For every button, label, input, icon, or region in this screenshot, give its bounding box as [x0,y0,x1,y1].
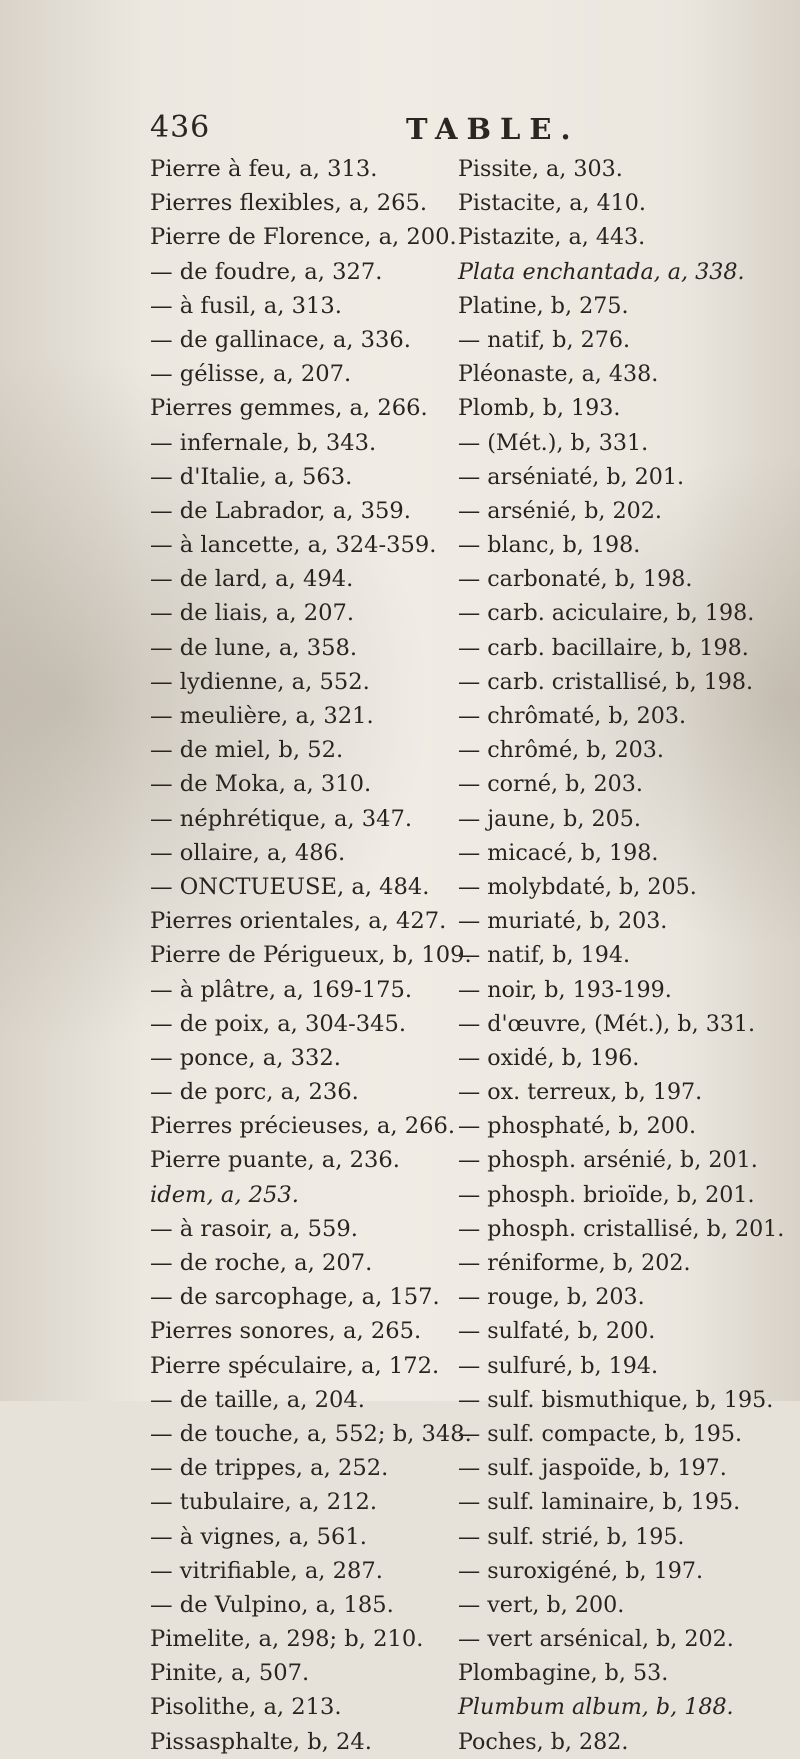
index-entry: Pierres sonores, a, 265. [150,1318,422,1345]
index-entry: — arsénié, b, 202. [458,497,662,524]
index-entry: — de Vulpino, a, 185. [150,1591,394,1618]
index-entry: — meulière, a, 321. [150,703,374,729]
page-number: 436 [150,110,211,145]
index-entry: Pissasphalte, b, 24. [150,1728,372,1755]
index-entry: — phosph. arsénié, b, 201. [458,1147,758,1174]
index-entry: Pierres précieuses, a, 266. [150,1113,456,1140]
index-entry: — muriaté, b, 203. [458,908,668,935]
index-entry: — d'œuvre, (Mét.), b, 331. [458,1010,756,1037]
index-entry: — vert arsénical, b, 202. [458,1626,734,1653]
index-entry: Pisolithe, a, 213. [150,1694,342,1721]
index-entry: Pierres flexibles, a, 265. [150,190,428,217]
index-entry: — sulfuré, b, 194. [458,1352,659,1379]
index-entry: — de poix, a, 304-345. [150,1010,407,1037]
index-entry: — de trippes, a, 252. [150,1455,389,1482]
index-entry: — arséniaté, b, 201. [458,463,685,490]
index-entry: Plumbum album, b, 188. [458,1694,734,1721]
index-entry: Pierre à feu, a, 313. [150,156,378,182]
index-entry: Plata enchantada, a, 338. [458,258,745,285]
index-entry: — de Moka, a, 310. [150,771,372,798]
index-entry: Pléonaste, a, 438. [458,361,659,388]
index-entry: — de porc, a, 236. [150,1079,359,1106]
index-entry: — ox. terreux, b, 197. [458,1079,703,1106]
index-entry: Platine, b, 275. [458,292,629,319]
index-entry: — de lune, a, 358. [150,634,357,661]
index-entry: — sulfaté, b, 200. [458,1318,656,1345]
index-entry: — carb. bacillaire, b, 198. [458,634,749,661]
index-entry: — de Labrador, a, 359. [150,497,411,524]
index-entry: — carb. cristallisé, b, 198. [458,668,754,695]
index-entry: — de foudre, a, 327. [150,258,383,285]
index-entry: — natif, b, 276. [458,326,631,353]
index-entry: — à plâtre, a, 169-175. [150,976,413,1003]
index-entry: — à fusil, a, 313. [150,292,342,319]
index-entry: — vitrifiable, a, 287. [150,1557,383,1584]
index-entry: — de gallinace, a, 336. [150,326,411,353]
index-entry: — vert, b, 200. [458,1591,625,1618]
index-entry: — infernale, b, 343. [150,429,377,456]
index-entry: Pistazite, a, 443. [458,224,646,251]
index-entry: idem, a, 253. [150,1181,299,1208]
index-entry: — ollaire, a, 486. [150,839,346,866]
index-entry: — lydienne, a, 552. [150,668,370,695]
index-entry: — carb. aciculaire, b, 198. [458,600,755,627]
index-entry: Pierre de Périgueux, b, 109. [150,942,472,969]
index-entry: — chrômaté, b, 203. [458,703,687,729]
index-entry: — néphrétique, a, 347. [150,805,413,832]
index-entry: — ONCTUEUSE, a, 484. [150,873,430,900]
index-entry: — réniforme, b, 202. [458,1250,691,1276]
index-entry: Pierre spéculaire, a, 172. [150,1352,440,1379]
index-entry: — de liais, a, 207. [150,600,355,627]
page-header [150,110,710,146]
index-entry: Pierre puante, a, 236. [150,1147,400,1174]
index-entry: Pimelite, a, 298; b, 210. [150,1626,424,1653]
index-entry: — blanc, b, 198. [458,532,641,559]
index-entry: — oxidé, b, 196. [458,1044,640,1071]
index-entry: — de lard, a, 494. [150,566,354,593]
index-entry: — chrômé, b, 203. [458,737,664,764]
running-title: TABLE. [406,112,580,146]
index-entry: — sulf. bismuthique, b, 195. [458,1386,774,1413]
index-entry: — sulf. jaspoïde, b, 197. [458,1455,727,1482]
index-entry: — d'Italie, a, 563. [150,463,353,490]
index-entry: — de sarcophage, a, 157. [150,1284,440,1311]
index-entry: — de taille, a, 204. [150,1386,365,1413]
index-entry: Pinite, a, 507. [150,1660,310,1687]
index-entry: Plombagine, b, 53. [458,1660,669,1687]
index-entry: — sulf. strié, b, 195. [458,1523,685,1550]
index-entry: Pierre de Florence, a, 200. [150,224,457,251]
index-entry: — corné, b, 203. [458,771,643,798]
index-entry: — noir, b, 193-199. [458,976,672,1003]
index-entry: — carbonaté, b, 198. [458,566,693,593]
index-entry: Plomb, b, 193. [458,395,621,422]
index-entry: Pierres orientales, a, 427. [150,908,447,935]
index-entry: Poches, b, 282. [458,1728,629,1755]
index-entry: — tubulaire, a, 212. [150,1489,378,1516]
index-entry: Pistacite, a, 410. [458,190,646,217]
index-entry: — sulf. compacte, b, 195. [458,1420,743,1447]
index-entry: Pierres gemmes, a, 266. [150,395,428,422]
index-entry: — natif, b, 194. [458,942,631,969]
index-entry: — suroxigéné, b, 197. [458,1557,704,1584]
index-entry: — phosph. cristallisé, b, 201. [458,1215,785,1242]
index-entry: — sulf. laminaire, b, 195. [458,1489,741,1516]
index-entry: — à lancette, a, 324-359. [150,532,437,559]
index-entry: — gélisse, a, 207. [150,361,352,388]
index-entry: Pissite, a, 303. [458,156,623,182]
index-column-right [458,152,788,1759]
index-entry: — jaune, b, 205. [458,805,641,832]
index-entry: — de roche, a, 207. [150,1250,373,1276]
index-entry: — à vignes, a, 561. [150,1523,367,1550]
index-entry: — à rasoir, a, 559. [150,1215,358,1242]
index-entry: — micacé, b, 198. [458,839,659,866]
index-entry: — phosph. brioïde, b, 201. [458,1181,755,1208]
index-entry: — (Mét.), b, 331. [458,429,649,456]
index-entry: — ponce, a, 332. [150,1044,341,1071]
index-entry: — rouge, b, 203. [458,1284,645,1311]
index-entry: — phosphaté, b, 200. [458,1113,697,1140]
index-entry: — de miel, b, 52. [150,737,344,764]
index-entry: — de touche, a, 552; b, 348. [150,1420,472,1447]
index-entry: — molybdaté, b, 205. [458,873,697,900]
index-column-left [150,152,480,1759]
